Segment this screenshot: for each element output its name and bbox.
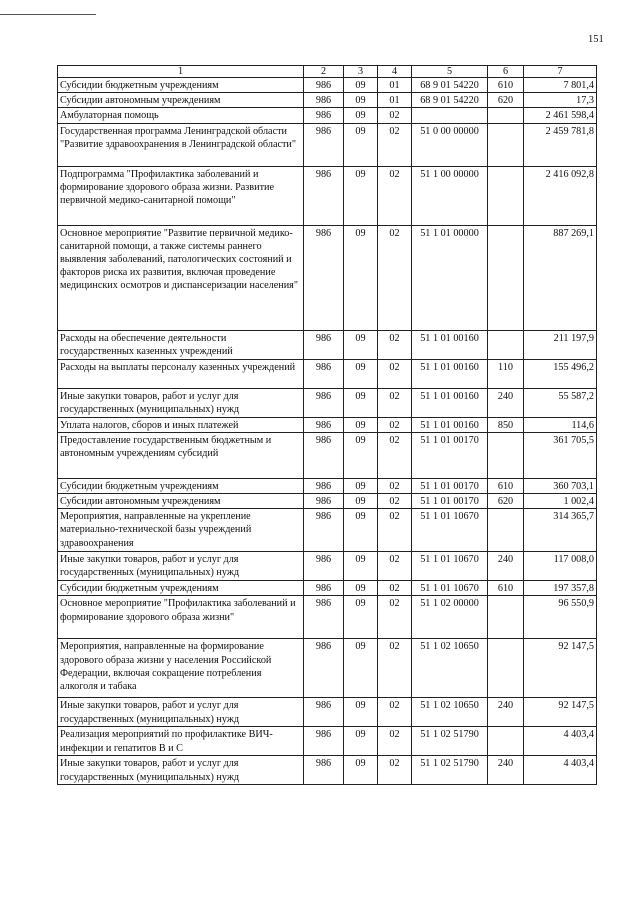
table-row: [58, 417, 597, 432]
cell-name: Субсидии бюджетным учреждениям: [58, 78, 304, 93]
cell-ministry: 986: [304, 581, 344, 596]
cell-type: [488, 727, 524, 756]
cell-name: Иные закупки товаров, работ и услуг для государственных (муниципальных) нужд: [58, 552, 304, 581]
table-row: [58, 93, 597, 108]
cell-subsection: 02: [378, 639, 412, 698]
cell-type: [488, 330, 524, 359]
cell-amount: 211 197,9: [524, 330, 597, 359]
cell-type: [488, 596, 524, 639]
cell-amount: 4 403,4: [524, 727, 597, 756]
cell-amount: 2 461 598,4: [524, 108, 597, 123]
cell-target: 51 1 01 00170: [412, 494, 488, 509]
cell-name: Государственная программа Ленинградской области "Развитие здравоохранения в Ленинградской области": [58, 123, 304, 166]
cell-amount: 96 550,9: [524, 596, 597, 639]
table-row: [58, 698, 597, 727]
cell-amount: 7 801,4: [524, 78, 597, 93]
cell-section: 09: [344, 123, 378, 166]
header-cell: 1: [58, 66, 304, 78]
cell-target: 68 9 01 54220: [412, 93, 488, 108]
cell-type: 620: [488, 494, 524, 509]
cell-section: 09: [344, 596, 378, 639]
cell-subsection: 01: [378, 93, 412, 108]
cell-target: 51 1 02 51790: [412, 756, 488, 785]
table-row: [58, 581, 597, 596]
cell-type: 610: [488, 478, 524, 493]
cell-section: 09: [344, 494, 378, 509]
cell-subsection: 02: [378, 727, 412, 756]
cell-ministry: 986: [304, 509, 344, 552]
cell-section: 09: [344, 78, 378, 93]
cell-type: 610: [488, 78, 524, 93]
table-row: [58, 509, 597, 552]
table-row: [58, 478, 597, 493]
cell-section: 09: [344, 225, 378, 330]
cell-target: 51 1 02 10650: [412, 698, 488, 727]
cell-type: [488, 123, 524, 166]
header-cell: 5: [412, 66, 488, 78]
cell-section: 09: [344, 639, 378, 698]
page-number: 151: [588, 34, 604, 45]
cell-amount: 114,6: [524, 417, 597, 432]
cell-ministry: 986: [304, 93, 344, 108]
cell-subsection: 02: [378, 596, 412, 639]
cell-amount: 17,3: [524, 93, 597, 108]
cell-amount: 360 703,1: [524, 478, 597, 493]
header-cell: 4: [378, 66, 412, 78]
cell-ministry: 986: [304, 756, 344, 785]
cell-target: 51 1 01 10670: [412, 581, 488, 596]
table-row: [58, 639, 597, 698]
cell-subsection: 02: [378, 509, 412, 552]
cell-type: 850: [488, 417, 524, 432]
table-row: [58, 552, 597, 581]
cell-name: Уплата налогов, сборов и иных платежей: [58, 417, 304, 432]
cell-ministry: 986: [304, 225, 344, 330]
table-row: [58, 166, 597, 225]
cell-section: 09: [344, 330, 378, 359]
cell-amount: 2 459 781,8: [524, 123, 597, 166]
cell-type: 240: [488, 388, 524, 417]
table-row: [58, 225, 597, 330]
cell-target: 51 0 00 00000: [412, 123, 488, 166]
cell-amount: 361 705,5: [524, 432, 597, 478]
cell-name: Субсидии автономным учреждениям: [58, 494, 304, 509]
cell-ministry: 986: [304, 727, 344, 756]
cell-target: 51 1 00 00000: [412, 166, 488, 225]
cell-amount: 314 365,7: [524, 509, 597, 552]
cell-name: Иные закупки товаров, работ и услуг для государственных (муниципальных) нужд: [58, 756, 304, 785]
cell-ministry: 986: [304, 596, 344, 639]
cell-name: Амбулаторная помощь: [58, 108, 304, 123]
cell-target: 51 1 02 10650: [412, 639, 488, 698]
cell-subsection: 02: [378, 417, 412, 432]
cell-subsection: 02: [378, 123, 412, 166]
cell-type: 610: [488, 581, 524, 596]
cell-name: Субсидии бюджетным учреждениям: [58, 581, 304, 596]
cell-section: 09: [344, 417, 378, 432]
cell-target: 51 1 01 00160: [412, 330, 488, 359]
table-row: [58, 359, 597, 388]
cell-ministry: 986: [304, 78, 344, 93]
cell-name: Основное мероприятие "Профилактика заболеваний и формирование здорового образа жизни": [58, 596, 304, 639]
cell-ministry: 986: [304, 330, 344, 359]
table-row: [58, 727, 597, 756]
header-cell: 3: [344, 66, 378, 78]
cell-section: 09: [344, 388, 378, 417]
cell-name: Расходы на обеспечение деятельности государственных казенных учреждений: [58, 330, 304, 359]
corner-rule: [0, 14, 96, 15]
header-cell: 2: [304, 66, 344, 78]
cell-target: 51 1 01 00170: [412, 432, 488, 478]
cell-subsection: 01: [378, 78, 412, 93]
cell-type: 620: [488, 93, 524, 108]
cell-subsection: 02: [378, 359, 412, 388]
cell-section: 09: [344, 432, 378, 478]
cell-target: 51 1 01 00160: [412, 359, 488, 388]
cell-name: Реализация мероприятий по профилактике ВИЧ-инфекции и гепатитов В и С: [58, 727, 304, 756]
cell-type: [488, 509, 524, 552]
table-row: [58, 596, 597, 639]
cell-subsection: 02: [378, 388, 412, 417]
table-row: [58, 494, 597, 509]
table-header-row: [58, 66, 597, 78]
cell-section: 09: [344, 478, 378, 493]
budget-table: [57, 65, 597, 785]
cell-target: 51 1 01 00160: [412, 388, 488, 417]
cell-ministry: 986: [304, 698, 344, 727]
cell-target: 51 1 02 00000: [412, 596, 488, 639]
cell-name: Основное мероприятие "Развитие первичной медико-санитарной помощи, а также системы раннего выявления заболеваний, патологических состояний и факторов риска их развития, включая проведение медицинских осмотров и диспансеризации населения": [58, 225, 304, 330]
cell-amount: 117 008,0: [524, 552, 597, 581]
cell-type: [488, 639, 524, 698]
cell-name: Субсидии бюджетным учреждениям: [58, 478, 304, 493]
cell-name: Подпрограмма "Профилактика заболеваний и формирование здорового образа жизни. Развитие первичной медико-санитарной помощи": [58, 166, 304, 225]
cell-ministry: 986: [304, 166, 344, 225]
cell-section: 09: [344, 581, 378, 596]
cell-amount: 887 269,1: [524, 225, 597, 330]
cell-section: 09: [344, 727, 378, 756]
cell-name: Иные закупки товаров, работ и услуг для государственных (муниципальных) нужд: [58, 388, 304, 417]
cell-section: 09: [344, 756, 378, 785]
cell-type: 240: [488, 756, 524, 785]
cell-type: [488, 225, 524, 330]
cell-subsection: 02: [378, 330, 412, 359]
table-row: [58, 78, 597, 93]
cell-section: 09: [344, 359, 378, 388]
table-row: [58, 432, 597, 478]
cell-subsection: 02: [378, 698, 412, 727]
cell-section: 09: [344, 698, 378, 727]
cell-name: Мероприятия, направленные на укрепление материально-технической базы учреждений здравоохранения: [58, 509, 304, 552]
cell-subsection: 02: [378, 108, 412, 123]
cell-ministry: 986: [304, 639, 344, 698]
cell-ministry: 986: [304, 494, 344, 509]
cell-ministry: 986: [304, 359, 344, 388]
header-cell: 7: [524, 66, 597, 78]
cell-ministry: 986: [304, 432, 344, 478]
cell-target: 51 1 01 00160: [412, 417, 488, 432]
cell-amount: 2 416 092,8: [524, 166, 597, 225]
cell-type: [488, 432, 524, 478]
cell-ministry: 986: [304, 552, 344, 581]
cell-name: Предоставление государственным бюджетным и автономным учреждениям субсидий: [58, 432, 304, 478]
cell-amount: 155 496,2: [524, 359, 597, 388]
cell-ministry: 986: [304, 108, 344, 123]
cell-subsection: 02: [378, 432, 412, 478]
table-row: [58, 123, 597, 166]
cell-amount: 4 403,4: [524, 756, 597, 785]
cell-section: 09: [344, 93, 378, 108]
cell-type: [488, 166, 524, 225]
cell-type: [488, 108, 524, 123]
cell-type: 240: [488, 552, 524, 581]
cell-section: 09: [344, 509, 378, 552]
table-row: [58, 330, 597, 359]
cell-name: Иные закупки товаров, работ и услуг для государственных (муниципальных) нужд: [58, 698, 304, 727]
cell-target: 51 1 02 51790: [412, 727, 488, 756]
cell-subsection: 02: [378, 552, 412, 581]
cell-subsection: 02: [378, 478, 412, 493]
cell-subsection: 02: [378, 581, 412, 596]
cell-ministry: 986: [304, 478, 344, 493]
cell-type: 240: [488, 698, 524, 727]
cell-amount: 1 002,4: [524, 494, 597, 509]
cell-amount: 55 587,2: [524, 388, 597, 417]
cell-target: 51 1 01 10670: [412, 552, 488, 581]
table-row: [58, 388, 597, 417]
cell-section: 09: [344, 108, 378, 123]
cell-name: Расходы на выплаты персоналу казенных учреждений: [58, 359, 304, 388]
cell-subsection: 02: [378, 166, 412, 225]
cell-target: 68 9 01 54220: [412, 78, 488, 93]
cell-target: 51 1 01 00000: [412, 225, 488, 330]
cell-ministry: 986: [304, 388, 344, 417]
cell-ministry: 986: [304, 417, 344, 432]
cell-target: 51 1 01 10670: [412, 509, 488, 552]
cell-section: 09: [344, 552, 378, 581]
cell-name: Субсидии автономным учреждениям: [58, 93, 304, 108]
table-row: [58, 756, 597, 785]
cell-subsection: 02: [378, 494, 412, 509]
cell-amount: 92 147,5: [524, 639, 597, 698]
header-cell: 6: [488, 66, 524, 78]
cell-subsection: 02: [378, 225, 412, 330]
cell-amount: 197 357,8: [524, 581, 597, 596]
cell-name: Мероприятия, направленные на формирование здорового образа жизни у населения Российской Федерации, включая сокращение потребления алкоголя и табака: [58, 639, 304, 698]
cell-amount: 92 147,5: [524, 698, 597, 727]
cell-target: 51 1 01 00170: [412, 478, 488, 493]
cell-target: [412, 108, 488, 123]
cell-section: 09: [344, 166, 378, 225]
cell-ministry: 986: [304, 123, 344, 166]
cell-subsection: 02: [378, 756, 412, 785]
table-row: [58, 108, 597, 123]
cell-type: 110: [488, 359, 524, 388]
